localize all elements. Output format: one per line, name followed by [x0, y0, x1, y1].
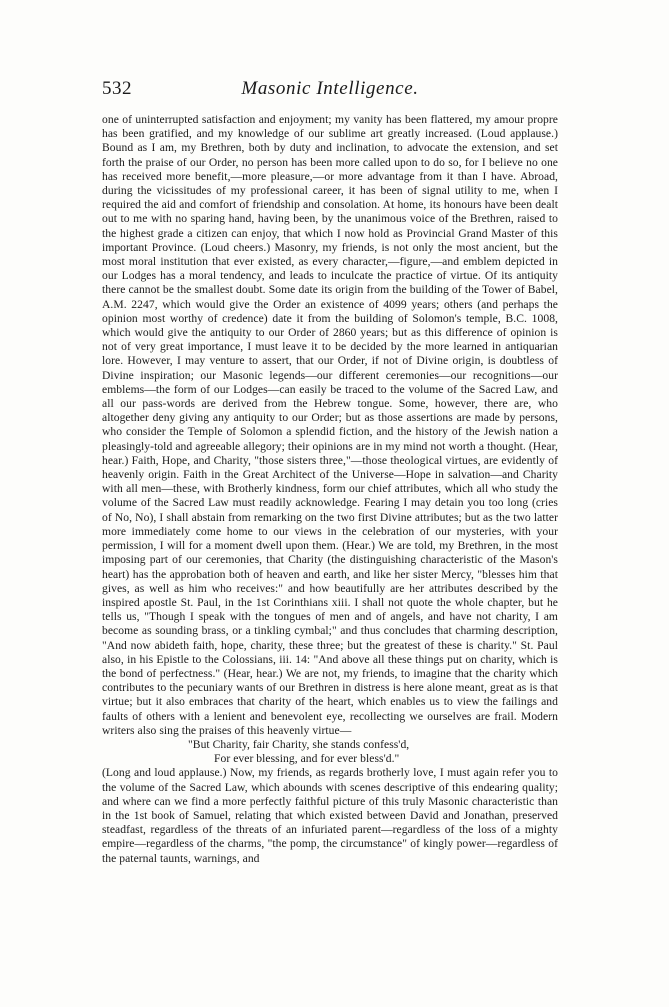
body-paragraph-brotherly-love: (Long and loud applause.) Now, my friends, as regards brotherly love, I must again refer you to the volume of the Sacred Law, which abounds with scenes descriptive of this endearing quality; and where can we find a more perfectly faithful picture of this truly Masonic characteristic than in the 1st book of Samuel, relating that which existed between David and Jonathan, preserved steadfast, regardless of the threats of an infuriated parent—regardless of the loss of a mighty empire—regardless of the charms, "the pomp, the circumstance" of kingly power—regardless of the paternal taunts, warnings, and	[102, 766, 558, 865]
running-title: Masonic Intelligence.	[241, 78, 419, 99]
verse-line: For ever blessing, and for ever bless'd."	[214, 752, 400, 766]
verse-line: "But Charity, fair Charity, she stands confess'd,	[188, 737, 410, 751]
page-number: 532	[102, 78, 132, 99]
body-paragraph-speech: one of uninterrupted satisfaction and enjoyment; my vanity has been flattered, my amour propre has been gratified, and my knowledge of our sublime art greatly increased. (Loud applause.) Bound as I am, my Brethren, both by duty and inclination, to advocate the extension, and set forth the praise of our Order, no person has been more called upon to do so, for I believe no one has received more benefit,—more pleasure,—or more advantage from it than I have. Abroad, during the vicissitudes of my professional career, it has been of signal utility to me, when I required the aid and comfort of friendship and consolation. At home, its honours have been dealt out to me with no sparing hand, having been, by the unanimous voice of the Brethren, raised to the highest grade a citizen can enjoy, that which I now hold as Provincial Grand Master of this important Province. (Loud cheers.) Masonry, my friends, is not only the most ancient, but the most moral institution that ever existed, as every character,—figure,—and emblem depicted in our Lodges has a moral tendency, and leads to inculcate the practice of virtue. Of its antiquity there cannot be the smallest doubt. Some date its origin from the building of the Tower of Babel, A.M. 2247, which would give the Order an existence of 4099 years; others (and perhaps the opinion most worthy of credence) date it from the building of Solomon's temple, B.C. 1008, which would give the antiquity to our Order of 2860 years; but as this difference of opinion is not of very great importance, I must leave it to be decided by the more learned in antiquarian lore. However, I may venture to assert, that our Order, if not of Divine origin, is doubtless of Divine inspiration; our Masonic legends—our different ceremonies—our recognitions—our emblems—the form of our Lodges—can easily be traced to the volume of the Sacred Law, and all our pass-words are derived from the Hebrew tongue. Some, however, there are, who altogether deny giving any antiquity to our Order; but as those assertions are made by persons, who consider the Temple of Solomon a splendid fiction, and the history of the Jewish nation a pleasingly-told and agreeable allegory; their opinions are in my mind not worth a thought. (Hear, hear.) Faith, Hope, and Charity, "those sisters three,"—those theological virtues, are evidently of heavenly origin. Faith in the Great Architect of the Universe—Hope in salvation—and Charity with all men—these, with Brotherly kindness, form our chief attributes, which all who study the volume of the Sacred Law must readily acknowledge. Fearing I may detain you too long (cries of No, No), I shall abstain from remarking on the two first Divine attributes; but as the two latter more immediately come home to our views in the celebration of our mysteries, with your permission, I will for a moment dwell upon them. (Hear.) We are told, my Brethren, in the most imposing part of our ceremonies, that Charity (the distinguishing characteristic of the Mason's heart) has the approbation both of heaven and earth, and like her sister Mercy, "blesses him that gives, as well as him who receives:" and how beautifully are her attributes described by the inspired apostle St. Paul, in the 1st Corinthians xiii. I shall not quote the whole chapter, but he tells us, "Though I speak with the tongues of men and of angels, and have not charity, I am become as sounding brass, or a tinkling cymbal;" and thus concludes that charming description, "And now abideth faith, hope, charity, these three; but the greatest of these is charity." St. Paul also, in his Epistle to the Colossians, iii. 14: "And above all these things put on charity, which is the bond of perfectness." (Hear, hear.) We are not, my friends, to imagine that the charity which contributes to the pecuniary wants of our Brethren in distress is here alone meant, great as is that virtue; but it also embraces that charity of the heart, which enables us to view the failings and faults of others with a lenient and benevolent eye, recollecting we ourselves are frail. Modern writers also sing the praises of this heavenly virtue—	[102, 113, 558, 737]
article-body	[102, 113, 558, 866]
page-header	[102, 78, 558, 102]
